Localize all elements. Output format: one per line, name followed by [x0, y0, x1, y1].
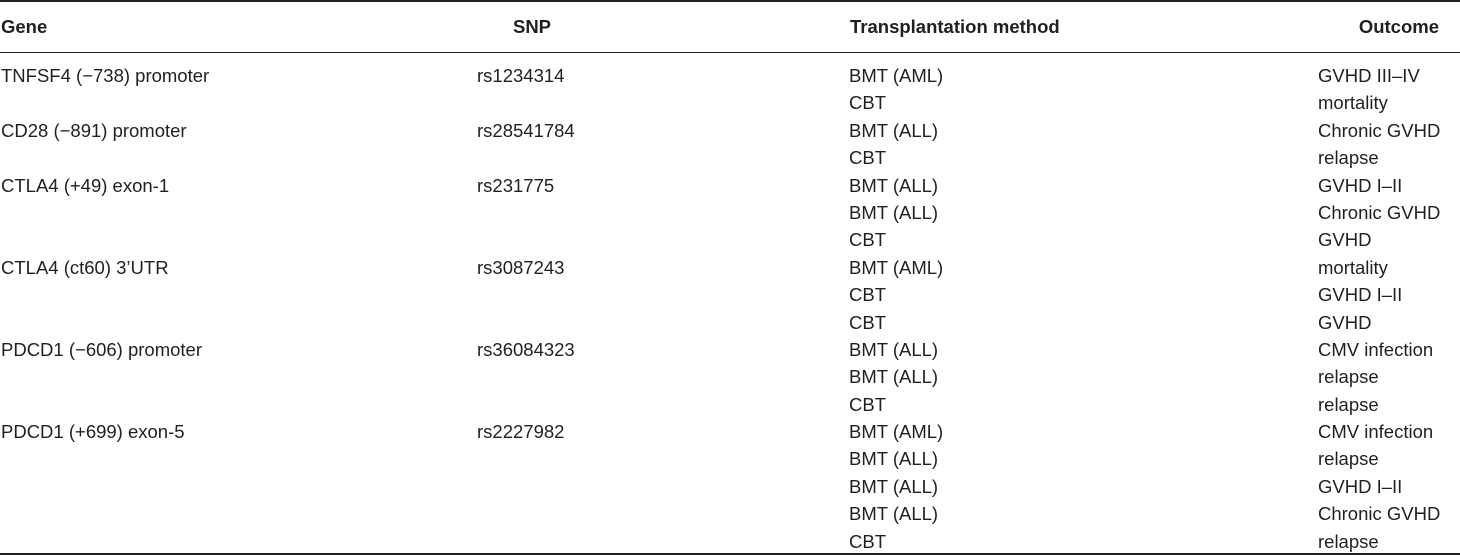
cell-outcome: mortality: [1318, 92, 1388, 114]
cell-outcome: mortality: [1318, 256, 1388, 278]
cell-method: CBT: [849, 229, 886, 251]
table-row: [0, 445, 1460, 472]
table-row: [0, 500, 1460, 527]
table-row: [0, 363, 1460, 390]
table-row: [0, 62, 1460, 89]
cell-outcome: GVHD I–II: [1318, 174, 1403, 196]
cell-method: CBT: [849, 92, 886, 114]
cell-method: BMT (ALL): [849, 174, 939, 196]
cell-outcome: relapse: [1318, 393, 1379, 415]
header-snp: SNP: [512, 16, 552, 37]
cell-outcome: relapse: [1318, 147, 1379, 169]
cell-gene: PDCD1 (+699) exon-5: [1, 421, 185, 443]
cell-outcome: CMV infection: [1318, 421, 1434, 443]
cell-outcome: GVHD I–II: [1318, 284, 1403, 306]
cell-method: BMT (AML): [849, 256, 944, 278]
table-row: [0, 144, 1460, 171]
table-row: [0, 528, 1460, 555]
table-row: [0, 254, 1460, 281]
cell-gene: CTLA4 (+49) exon-1: [1, 174, 170, 196]
table-top-rule: [0, 0, 1460, 2]
header-transplantation-method: Transplantation method: [850, 16, 1060, 37]
cell-outcome: Chronic GVHD: [1318, 503, 1441, 525]
cell-gene: CD28 (−891) promoter: [1, 119, 187, 141]
table-row: [0, 336, 1460, 363]
cell-method: BMT (ALL): [849, 338, 939, 360]
cell-snp: rs1234314: [477, 65, 565, 86]
cell-outcome: Chronic GVHD: [1318, 119, 1441, 141]
cell-method: CBT: [849, 530, 886, 552]
cell-outcome: GVHD: [1318, 229, 1372, 251]
cell-method: CBT: [849, 393, 886, 415]
table-row: [0, 226, 1460, 253]
cell-method: BMT (ALL): [849, 201, 939, 223]
header-outcome: Outcome: [1358, 16, 1439, 37]
table-row: [0, 473, 1460, 500]
cell-method: CBT: [849, 147, 886, 169]
table-row: [0, 391, 1460, 418]
cell-method: BMT (ALL): [849, 119, 939, 141]
cell-method: BMT (AML): [849, 421, 944, 443]
cell-method: BMT (ALL): [849, 448, 939, 470]
cell-gene: PDCD1 (−606) promoter: [1, 338, 203, 360]
cell-outcome: CMV infection: [1318, 338, 1434, 360]
table-row: [0, 309, 1460, 336]
cell-outcome: relapse: [1318, 366, 1379, 388]
cell-outcome: GVHD III–IV: [1318, 65, 1420, 86]
table-row: [0, 117, 1460, 144]
table-row: [0, 172, 1460, 199]
cell-snp: rs36084323: [477, 338, 575, 360]
table-body: [0, 62, 1460, 555]
cell-method: BMT (ALL): [849, 366, 939, 388]
cell-method: BMT (AML): [849, 65, 944, 86]
cell-outcome: relapse: [1318, 530, 1379, 552]
header-gene: Gene: [1, 16, 48, 37]
cell-snp: rs2227982: [477, 421, 565, 443]
cell-snp: rs28541784: [477, 119, 575, 141]
cell-snp: rs231775: [477, 174, 555, 196]
cell-snp: rs3087243: [477, 256, 565, 278]
cell-outcome: relapse: [1318, 448, 1379, 470]
table-row: [0, 199, 1460, 226]
table-row: [0, 418, 1460, 445]
cell-method: BMT (ALL): [849, 475, 939, 497]
table-row: [0, 89, 1460, 116]
table-header-rule: [0, 52, 1460, 53]
cell-gene: TNFSF4 (−738) promoter: [1, 65, 210, 86]
table-row: [0, 281, 1460, 308]
cell-outcome: Chronic GVHD: [1318, 201, 1441, 223]
cell-outcome: GVHD I–II: [1318, 475, 1403, 497]
cell-method: CBT: [849, 311, 886, 333]
cell-outcome: GVHD: [1318, 311, 1372, 333]
cell-method: CBT: [849, 284, 886, 306]
cell-gene: CTLA4 (ct60) 3’UTR: [1, 256, 169, 278]
cell-method: BMT (ALL): [849, 503, 939, 525]
